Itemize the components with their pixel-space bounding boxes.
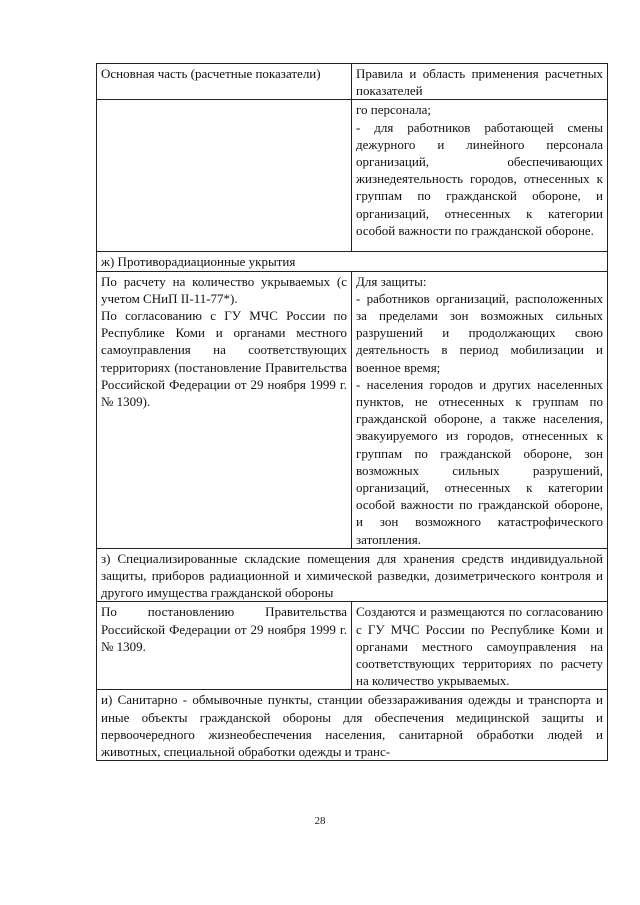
section-title-row (97, 548, 608, 602)
table-row (97, 271, 608, 548)
section-title-i: и) Санитарно - обмывочные пункты, станции обеззараживания одежды и транспорта и иные объекты гражданской обороны для обеспечения медицинской защиты и первоочередного жизнеобеспечения населения, санитарной обработки людей и животных, специальной обработки одежды и транс- (97, 690, 608, 761)
paragraph: - для работников работающей смены дежурного и линейного персонала организаций, обеспечивающих жизнедеятельность городов, отнесенных к группам по гражданской обороне, и организаций, отнесенных к категории особой важности по гражданской обороне. (356, 119, 603, 238)
header-col-main: Основная часть (расчетные показатели) (97, 64, 352, 100)
paragraph: По согласованию с ГУ МЧС России по Республике Коми и органами местного самоуправления на соответствующих территориях (постановление Правительства Российской Федерации от 29 ноября 1999 г. № 1309). (101, 308, 347, 410)
cell-main-zh (97, 271, 352, 548)
paragraph: Для защиты: (356, 273, 427, 289)
section-title-zh: ж) Противорадиационные укрытия (97, 252, 608, 271)
cell-rules-continuation (352, 100, 608, 252)
cell-main-z: По постановлению Правительства Российской Федерации от 29 ноября 1999 г. № 1309. (97, 602, 352, 690)
table-row (97, 602, 608, 690)
section-title-z: з) Специализированные складские помещения для хранения средств индивидуальной защиты, приборов радиационной и химической разведки, дозиметрического контроля и другого имущества гражданской обороны (97, 548, 608, 602)
cell-main-empty (97, 100, 352, 252)
section-title-row (97, 252, 608, 271)
requirements-table (96, 63, 608, 761)
page-number: 28 (314, 815, 326, 827)
cell-rules-z: Создаются и размещаются по согласованию с ГУ МЧС России по Республике Коми и органами местного самоуправления на соответствующих территориях по расчету на количество укрываемых. (352, 602, 608, 690)
paragraph: - работников организаций, расположенных за пределами зон возможных сильных разрушений и продолжающих свою деятельность в период мобилизации и военное время; (356, 290, 603, 375)
paragraph: го персонала; (356, 102, 431, 118)
table-row (97, 100, 608, 252)
cell-rules-zh (352, 271, 608, 548)
section-title-row (97, 690, 608, 761)
paragraph: - населения городов и других населенных пунктов, не отнесенных к группам по гражданской обороне, а также населения, эвакуируемого из городов, отнесенных к группам по гражданской обороне, зон возможных сильных разрушений, организаций, отнесенных к категории особой важности по гражданской обороне, и зон возможного катастрофического затопления. (356, 376, 603, 547)
header-col-rules: Правила и область применения расчетных показателей (352, 64, 608, 100)
paragraph: По расчету на количество укрываемых (с учетом СНиП II-11-77*). (101, 273, 347, 306)
table-header-row (97, 64, 608, 100)
